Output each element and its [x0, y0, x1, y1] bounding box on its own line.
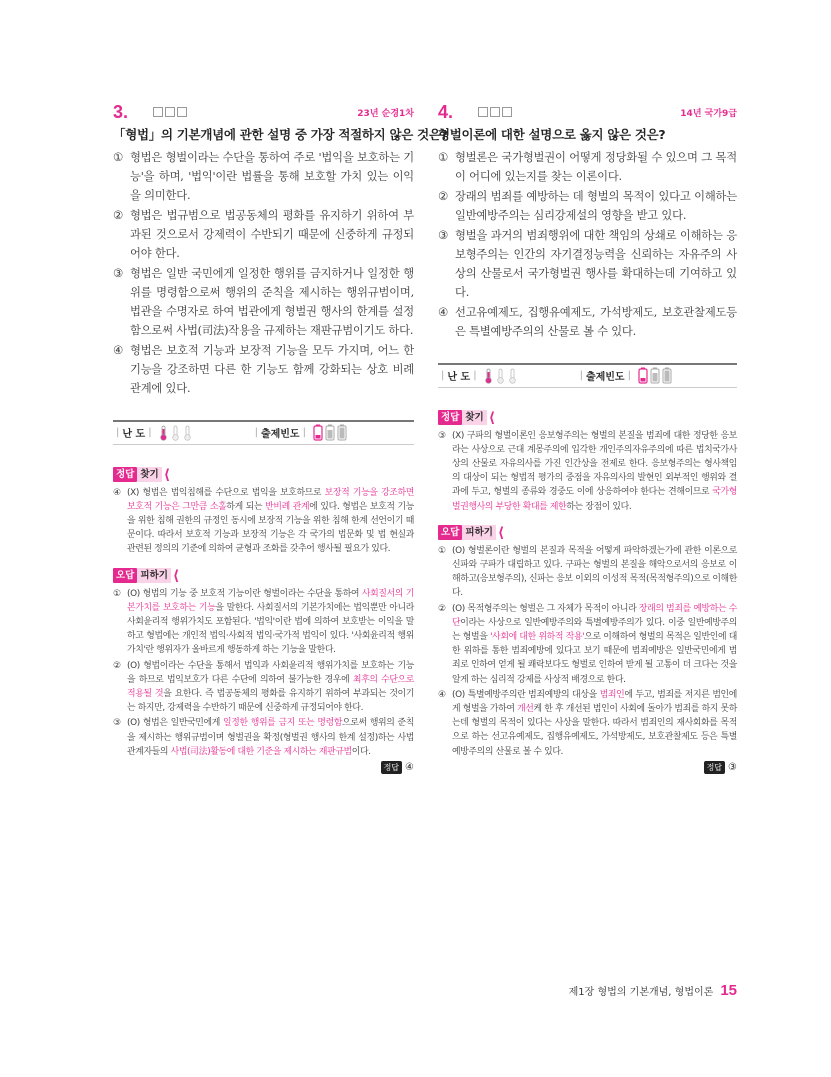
check-boxes[interactable]	[478, 107, 512, 117]
chapter-title: 제1장 형법의 기본개념, 형법이론	[568, 987, 714, 998]
frequency-battery-icon	[638, 367, 672, 384]
page-footer	[569, 982, 737, 999]
check-box-icon[interactable]	[478, 107, 488, 117]
option-item: ① 형벌론은 국가형벌권이 어떻게 정당화될 수 있으며 그 목적이 어디에 있는지를 찾는 이론이다.	[438, 151, 737, 183]
frequency-battery-icon	[313, 424, 347, 441]
check-box-icon[interactable]	[153, 107, 163, 117]
explanation-item: ② (O) 목적형주의는 형벌은 그 자체가 목적이 아니라 장래의 범죄를 예방하는 수단이라는 사상으로 일반예방주의와 특별예방주의가 있다. 이중 일반예방주의는 형벌을 '사회에 대한 위하적 작용'으로 이해하여 형벌의 목적은 일반인에 대한 위하를 통한 범죄예방에 있다고 보기 때문에 범죄예방은 일반국민에게 범죄로 인하여 얻게 될 쾌락보다도 형벌로 인하여 받게 될 고통이 더 크다는 것을 알게 하는 심리적 강제를 사상적 배경으로 한다.	[438, 603, 738, 685]
option-item: ① 형법은 형벌이라는 수단을 통하여 주로 '법익을 보호하는 기능'을 하며, '법익'이란 법률을 통해 보호할 가치 있는 이익을 의미한다.	[113, 151, 414, 202]
option-item: ④ 형법은 보호적 기능과 보장적 기능을 모두 가지며, 어느 한 기능을 강조하면 다른 한 기능도 함께 강화되는 상호 비례관계에 있다.	[113, 344, 414, 395]
explanation-item: ③ (X) 구파의 형벌이론인 응보형주의는 형벌의 본질을 범죄에 대한 정당한 응보라는 사상으로 근대 계몽주의에 입각한 개인주의자유주의에 따른 법치국가사상의 산물로 자유의사를 가진 인간상을 전제로 한다. 응보형주의는 형사책임의 대상이 되는 형법적 평가의 중점을 자유의사의 발현인 외부적인 행위와 결과에 두고, 형벌의 종류와 경중도 이에 상응하여야 한다는 견해이므로 국가형벌권행사의 부당한 확대를 제한하는 장점이 있다.	[438, 430, 737, 512]
exam-source: 23년 순경1차	[357, 108, 414, 119]
wrong-explanation	[113, 587, 414, 759]
divider	[113, 444, 414, 445]
question-title: 「형법」의 기본개념에 관한 설명 중 가장 적절하지 않은 것은?	[113, 127, 448, 142]
option-item: ④ 선고유예제도, 집행유예제도, 가석방제도, 보호관찰제도등은 특별예방주의의 산물로 볼 수 있다.	[438, 306, 737, 338]
explanation-item: ④ (X) 형법은 법익침해를 수단으로 법익을 보호하므로 보장적 기능을 강조하면 보호적 기능은 그만큼 소홀하게 되는 반비례 관계에 있다. 형법은 보호적 기능을 위한 침해 권한의 규정인 동시에 보장적 기능을 위한 침해 한계 선언이기 때문이다. 따라서 보호적 기능과 보장적 기능은 각 국가의 법문화 및 법 현실과 관련된 정의의 기준에 의하여 균형과 조화를 갖추어 행사될 필요가 있다.	[113, 487, 414, 555]
difficulty-thermometer-icon	[484, 368, 517, 384]
final-answer: 정답 ④	[113, 761, 414, 774]
page-number: 15	[720, 982, 737, 999]
check-box-icon[interactable]	[165, 107, 175, 117]
check-box-icon[interactable]	[177, 107, 187, 117]
exam-source: 14년 국가9급	[680, 108, 737, 119]
wrong-answer-tag: 오답 피하기 ⟨	[438, 525, 504, 541]
explanation-item: ② (O) 형법이라는 수단을 통해서 법익과 사회윤리적 행위가치를 보호하는 기능을 하므로 법익보호가 다른 수단에 의하여 불가능한 경우에 최후의 수단으로 적용될 것을 요한다. 즉 법공동체의 평화를 유지하기 위하여 부과되는 것이기는 하지만, 강제력을 수반하기 때문에 신중하게 규정되어야 한다.	[113, 660, 415, 714]
chevron-left-icon: ⟨	[488, 409, 496, 426]
answer-tag: 정답 찾기 ⟨	[438, 410, 495, 426]
frequency-label: 출제빈도	[260, 429, 300, 440]
meta-row: | 난 도 | | 출제빈도 |	[113, 422, 414, 444]
wrong-explanation	[438, 544, 737, 759]
option-list	[113, 148, 414, 398]
check-boxes[interactable]	[153, 107, 187, 117]
option-item: ② 형법은 법규범으로 법공동체의 평화를 유지하기 위하여 부과된 것으로서 강제력이 수반되기 때문에 신중하게 규정되어야 한다.	[113, 209, 414, 260]
option-list	[438, 148, 737, 341]
check-box-icon[interactable]	[502, 107, 512, 117]
question-3	[113, 101, 448, 774]
frequency: | 출제빈도 |	[577, 367, 672, 384]
question-number: 3.	[113, 101, 129, 122]
option-item: ② 장래의 범죄를 예방하는 데 형벌의 목적이 있다고 이해하는 일반예방주의는 심리강제설의 영향을 받고 있다.	[438, 190, 737, 222]
final-answer: 정답 ③	[438, 761, 737, 774]
question-title: 형벌이론에 대한 설명으로 옳지 않은 것은?	[438, 127, 666, 142]
answer-explanation	[438, 429, 737, 514]
wrong-answer-tag: 오답 피하기 ⟨	[113, 568, 179, 584]
question-3-header	[113, 102, 414, 122]
check-box-icon[interactable]	[490, 107, 500, 117]
frequency-label: 출제빈도	[585, 372, 625, 383]
difficulty-thermometer-icon	[159, 425, 192, 441]
chevron-left-icon: ⟨	[163, 466, 171, 483]
answer-tag: 정답 찾기 ⟨	[113, 467, 170, 483]
chevron-left-icon: ⟨	[497, 524, 505, 541]
question-number: 4.	[438, 101, 454, 122]
explanation-item: ④ (O) 특별예방주의란 범죄예방의 대상을 범죄인에 두고, 범죄를 저지른 범인에게 형벌을 가하여 개선케 한 후 개선된 범인이 사회에 돌아가 범죄를 하지 못하는데 형벌의 목적이 있다는 사상을 말한다. 따라서 범죄인의 재사회화를 목적으로 하는 선고유예제도, 집행유예제도, 가석방제도, 보호관찰제도 등은 특별예방주의의 산물로 볼 수 있다.	[438, 689, 737, 757]
divider	[438, 387, 737, 388]
chevron-left-icon: ⟨	[172, 567, 180, 584]
question-4	[438, 102, 737, 774]
difficulty-label: 난 도	[447, 372, 471, 383]
explanation-item: ① (O) 형법의 기능 중 보호적 기능이란 형벌이라는 수단을 통하여 사회질서의 기본가치를 보호하는 기능을 말한다. 사회질서의 기본가치에는 법익뿐만 아니라 사회윤리적 행위가치도 포함된다. '법익'이란 법에 의하여 보호받는 이익을 말하고 형법에는 개인적 법익·사회적 법익·국가적 법익이 있다. '사회윤리적 행위가치'란 행위자가 올바르게 행동하게 하는 기능을 말한다.	[113, 588, 414, 656]
meta-row: | 난 도 | | 출제빈도 |	[438, 365, 737, 387]
explanation-item: ③ (O) 형법은 일반국민에게 일정한 행위를 금지 또는 명령함으로써 행위의 준칙을 제시하는 행위규범이며 형벌권을 확정(형벌권 행사의 한계 설정)하는 사법관계자들의 사법(司法)활동에 대한 기준을 제시하는 재판규범이다.	[113, 718, 414, 757]
option-item: ③ 형벌을 과거의 범죄행위에 대한 책임의 상쇄로 이해하는 응보형주의는 인간의 자기결정능력을 신뢰하는 자유주의 사상의 산물로서 국가형벌권 행사를 확대하는데 기여하고 있다.	[438, 229, 737, 299]
frequency: | 출제빈도 |	[252, 424, 347, 441]
answer-explanation	[113, 486, 414, 557]
explanation-item: ① (O) 형벌론이란 형벌의 본질과 목적을 어떻게 파악하겠는가에 관한 이론으로 신파와 구파가 대립하고 있다. 구파는 형벌의 본질을 해악으로서의 응보로 이해하고(응보형주의), 신파는 응보 이외의 이성적 목적(목적형주의)으로 이해한다.	[438, 545, 737, 599]
option-item: ③ 형법은 일반 국민에게 일정한 행위를 금지하거나 일정한 행위를 명령함으로써 행위의 준칙을 제시하는 행위규범이며, 법관을 수명자로 하여 법관에게 형벌권 행사의 한계를 설정함으로써 사법(司法)작용을 규제하는 재판규범이기도 하다.	[113, 267, 414, 337]
question-4-header	[438, 102, 737, 122]
difficulty-label: 난 도	[122, 429, 146, 440]
